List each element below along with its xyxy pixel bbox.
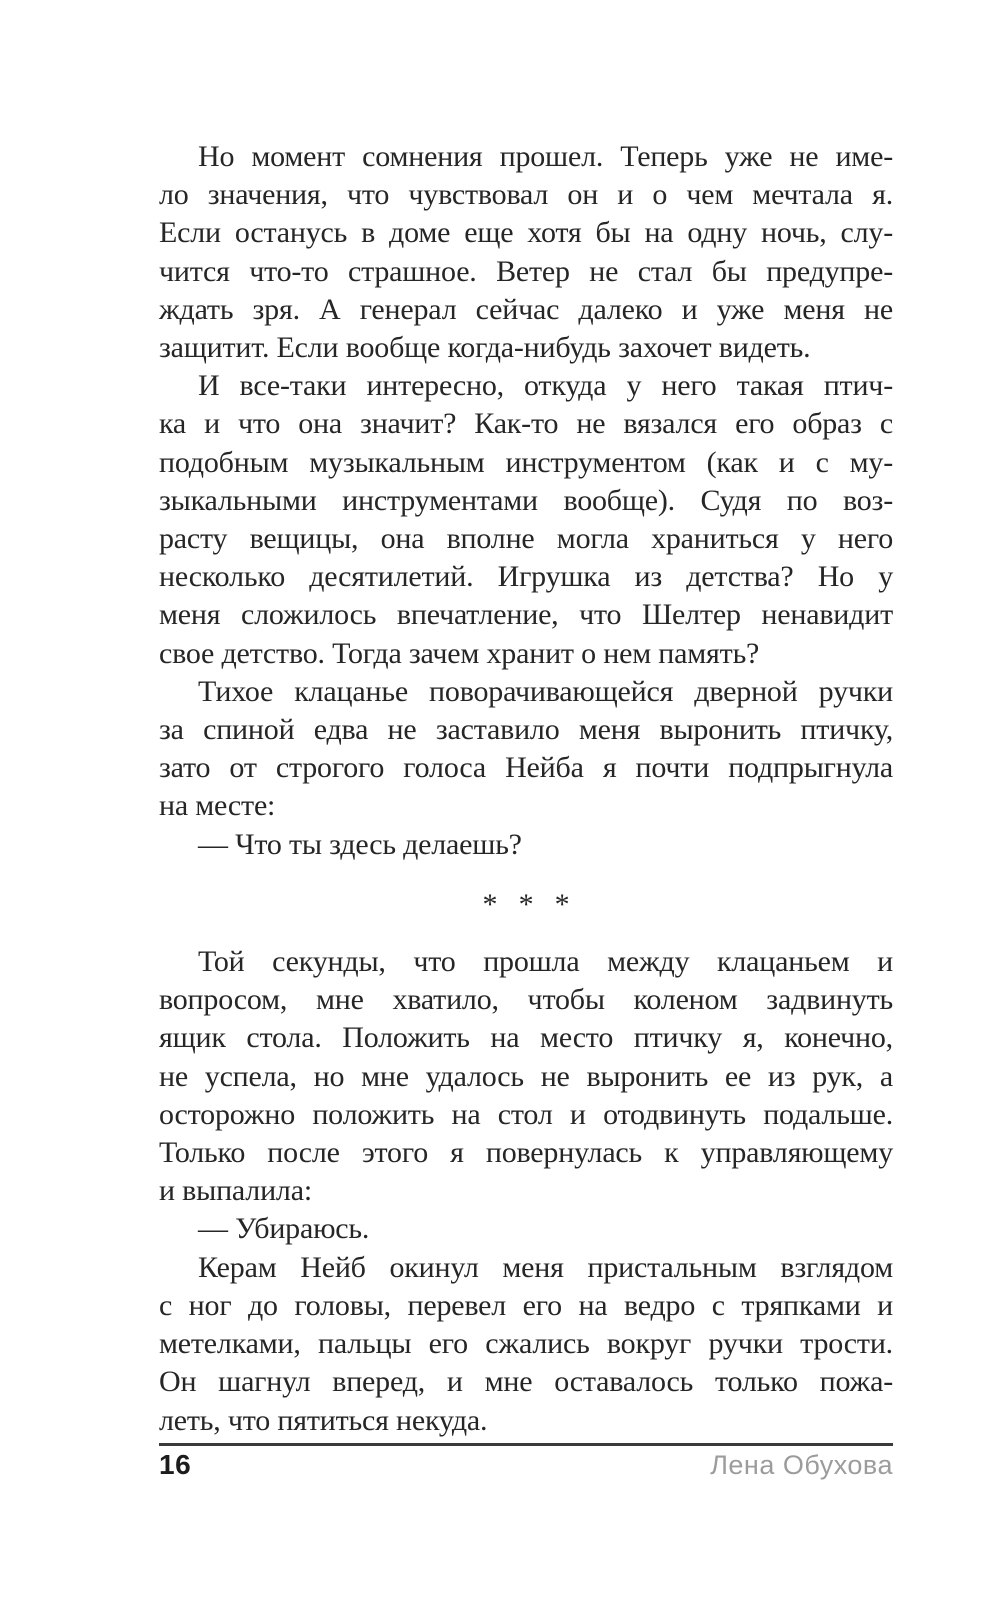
text-line: и выпалила: (159, 1174, 312, 1208)
page-number: 16 (159, 1449, 192, 1480)
text-line: — Убираюсь. (198, 1212, 370, 1246)
text-line: подобным музыкальным инструментом (как и с му- (159, 445, 893, 479)
text-line: Но момент сомнения прошел. Теперь уже не име- (198, 140, 893, 173)
text-line: за спиной едва не заставило меня выронить птичку, (159, 713, 893, 747)
text-line: зато от строгого голоса Нейба я почти подпрыгнула (159, 751, 893, 785)
text-line: зыкальными инструментами вообще). Судя по воз- (159, 483, 893, 517)
text-column (159, 138, 893, 1440)
footer (159, 1449, 893, 1481)
text-line: метелками, пальцы его сжались вокруг ручки трости. (159, 1327, 893, 1361)
text-line: вопросом, мне хватило, чтобы коленом задвинуть (159, 983, 893, 1017)
section-separator: * * * (482, 887, 570, 921)
author-name: Лена Обухова (710, 1450, 893, 1480)
text-line: ка и что она значит? Как-то не вязался его образ с (159, 407, 893, 441)
text-line: Он шагнул вперед, и мне оставалось только пожа- (159, 1365, 893, 1399)
text-line: несколько десятилетий. Игрушка из детства? Но у (159, 560, 893, 594)
text-line: Керам Нейб окинул меня пристальным взглядом (198, 1250, 893, 1284)
text-line: ждать зря. А генерал сейчас далеко и уже меня не (159, 292, 893, 326)
text-line: Только после этого я повернулась к управляющему (159, 1136, 893, 1170)
text-line: не успела, но мне удалось не выронить ее из рук, а (159, 1059, 893, 1093)
footer-rule (159, 1443, 893, 1446)
text-line: меня сложилось впечатление, что Шелтер ненавидит (159, 598, 893, 632)
text-line: осторожно положить на стол и отодвинуть подальше. (159, 1097, 893, 1131)
text-line: свое детство. Тогда зачем хранит о нем память? (159, 636, 760, 670)
text-line: на месте: (159, 789, 276, 823)
text-line: Если останусь в доме еще хотя бы на одну ночь, слу- (159, 216, 893, 250)
text-line: ящик стола. Положить на место птичку я, конечно, (159, 1021, 893, 1055)
text-line: Той секунды, что прошла между клацаньем и (198, 945, 893, 979)
text-line: Тихое клацанье поворачивающейся дверной ручки (198, 674, 893, 708)
text-line: ло значения, что чувствовал он и о чем мечтала я. (159, 178, 893, 212)
text-line: леть, что пятиться некуда. (159, 1403, 488, 1437)
text-line: — Что ты здесь делаешь? (198, 827, 522, 861)
text-line: чится что-то страшное. Ветер не стал бы предупре- (159, 254, 893, 288)
text-line: с ног до головы, перевел его на ведро с тряпками и (159, 1288, 893, 1322)
text-line: И все-таки интересно, откуда у него такая птич- (198, 369, 893, 403)
text-line: расту вещицы, она вполне могла храниться у него (159, 522, 893, 556)
text-line: защитит. Если вообще когда-нибудь захочет видеть. (159, 331, 811, 365)
